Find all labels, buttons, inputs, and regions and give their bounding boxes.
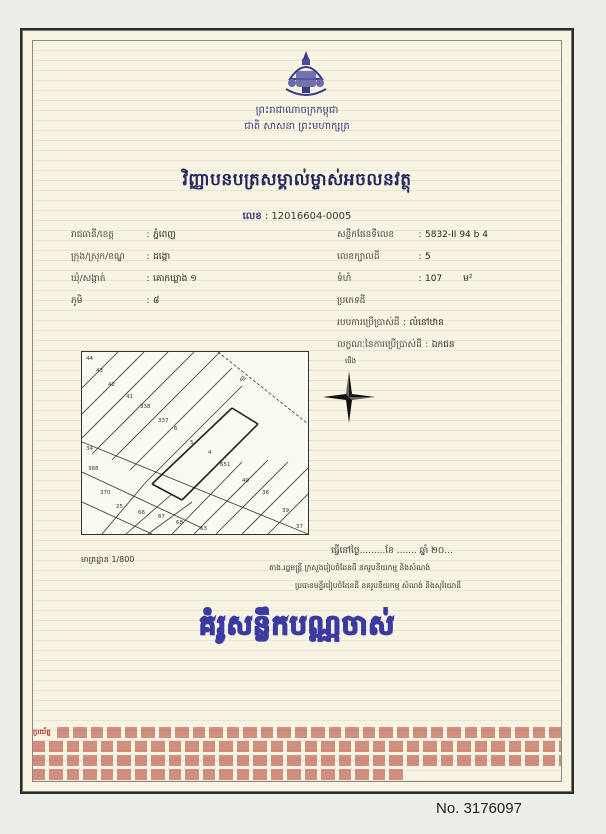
field-label: ទំហំ <box>337 274 352 284</box>
field-land-use-nature: លក្ខណៈនៃការប្រើប្រាស់ដី : ឯកជន <box>337 340 455 350</box>
field-label: ក្រុង/ស្រុក/ខណ្ឌ <box>71 252 125 262</box>
parcel-label: 338 <box>140 404 151 410</box>
field-value: 107 <box>425 274 443 284</box>
parcel-label: 44 <box>86 356 93 362</box>
compass-rose-icon <box>321 369 377 425</box>
certificate-inner-frame <box>32 40 562 782</box>
parcel-label: 25 <box>116 504 123 510</box>
field-unit: ម² <box>463 274 473 284</box>
parcel-label: 43 <box>96 368 103 374</box>
issue-date-line: ធ្វើនៅថ្ងៃ.........ខែ ....... ឆ្នាំ ២០... <box>331 546 453 556</box>
field-value: ដង្កោ <box>153 252 171 262</box>
document-number: No. 3176097 <box>436 800 522 817</box>
parcel-label: 4 <box>208 450 212 456</box>
certificate <box>20 28 574 794</box>
signatory-department: ប្រធានមន្ទីររៀបចំដែនដី នគរូបនីយកម្ម សំណង់ និងសុរិយោដី <box>295 581 461 590</box>
field-land-type <box>337 295 415 308</box>
parcel-label: 40 <box>242 478 249 484</box>
field-map-sheet: សន្លឹកផែនទីលេខ : 5832-II 94 b 4 <box>337 230 488 240</box>
field-province: រាជធានី/ខេត្ត : ភ្នំពេញ <box>71 230 176 240</box>
map-scale: មាត្រដ្ឋាន 1/800 <box>81 555 135 564</box>
parcel-label: 68 <box>176 520 183 526</box>
warning-notice <box>33 727 561 780</box>
parcel-label: 34 <box>86 446 93 452</box>
serial-number <box>33 209 561 224</box>
field-value: លំនៅឋាន <box>409 318 444 328</box>
parcel-label: 67 <box>158 514 165 520</box>
field-district: ក្រុង/ស្រុក/ខណ្ឌ : ដង្កោ <box>71 252 171 262</box>
field-label: របបការប្រើប្រាស់ដី <box>337 318 400 328</box>
national-motto: ជាតិ សាសនា ព្រះមហាក្សត្រ <box>244 121 350 132</box>
field-label: សន្លឹកផែនទីលេខ <box>337 230 395 240</box>
notice-text-line <box>33 741 561 752</box>
field-village: ភូមិ : ៨ <box>71 296 160 306</box>
serial-label: លេខ <box>242 211 262 222</box>
parcel-label: 36 <box>262 490 269 496</box>
parcel-label: 651 <box>220 462 231 468</box>
field-label: ឃុំ/សង្កាត់ <box>71 274 106 284</box>
certificate-title: វិញ្ញាបនបត្រសម្គាល់ម្ចាស់អចលនវត្ថុ <box>182 170 412 190</box>
parcel-label: 41 <box>126 394 133 400</box>
field-value: ភ្នំពេញ <box>153 230 176 240</box>
sample-stamp: គំរូសន្លឹកបណ្ណចាស់ <box>198 610 396 641</box>
parcel-label: 6 <box>174 426 178 432</box>
field-label: រាជធានី/ខេត្ត <box>71 230 115 240</box>
notice-text-line <box>33 755 561 766</box>
field-value: ៨ <box>153 296 160 306</box>
cadastral-map <box>81 351 309 535</box>
parcel-label: 39 <box>282 508 289 514</box>
field-label: ភូមិ <box>71 296 83 306</box>
royal-crest-icon <box>280 49 332 101</box>
field-land-use-regime: របបការប្រើប្រាស់ដី : លំនៅឋាន <box>337 318 444 328</box>
serial-value: : 12016604-0005 <box>264 211 352 222</box>
field-parcel-number: លេខក្បាលដី : 5 <box>337 252 431 262</box>
signatory-minister: តាង.រដ្ឋមន្ត្រី ក្រសួងរៀបចំដែនដី នគរូបនីយកម្ម និងសំណង់ <box>269 563 431 572</box>
parcel-label: 37 <box>296 524 303 530</box>
parcel-label: 66 <box>138 510 145 516</box>
parcel-map-drawing <box>82 352 308 534</box>
field-value: 5 <box>425 252 431 262</box>
kingdom-name: ព្រះរាជាណាចក្រកម្ពុជា <box>255 105 339 116</box>
parcel-label: 370 <box>100 490 111 496</box>
notice-text-line <box>57 727 561 738</box>
field-area: ទំហំ : 107 ម² <box>337 274 473 284</box>
field-label: ប្រភេទដី <box>337 296 366 306</box>
field-value: ឯកជន <box>431 340 455 350</box>
road-label: ផ្លូវ <box>238 374 247 383</box>
notice-text-line <box>33 769 403 780</box>
notice-label: ប្រយ័ត្ន <box>33 728 51 736</box>
parcel-label: 63 <box>200 526 207 532</box>
north-label: ជើង <box>345 357 357 365</box>
field-value: គោកឃ្លាង ១ <box>153 274 197 284</box>
parcel-label: 5 <box>190 440 194 446</box>
field-commune: ឃុំ/សង្កាត់ : គោកឃ្លាង ១ <box>71 274 197 284</box>
field-label: លក្ខណៈនៃការប្រើប្រាស់ដី <box>337 340 422 350</box>
field-label: លេខក្បាលដី <box>337 252 380 262</box>
parcel-label: 337 <box>158 418 169 424</box>
parcel-label: 368 <box>88 466 99 472</box>
field-value: 5832-II 94 b 4 <box>425 230 488 240</box>
parcel-label: 42 <box>108 382 115 388</box>
